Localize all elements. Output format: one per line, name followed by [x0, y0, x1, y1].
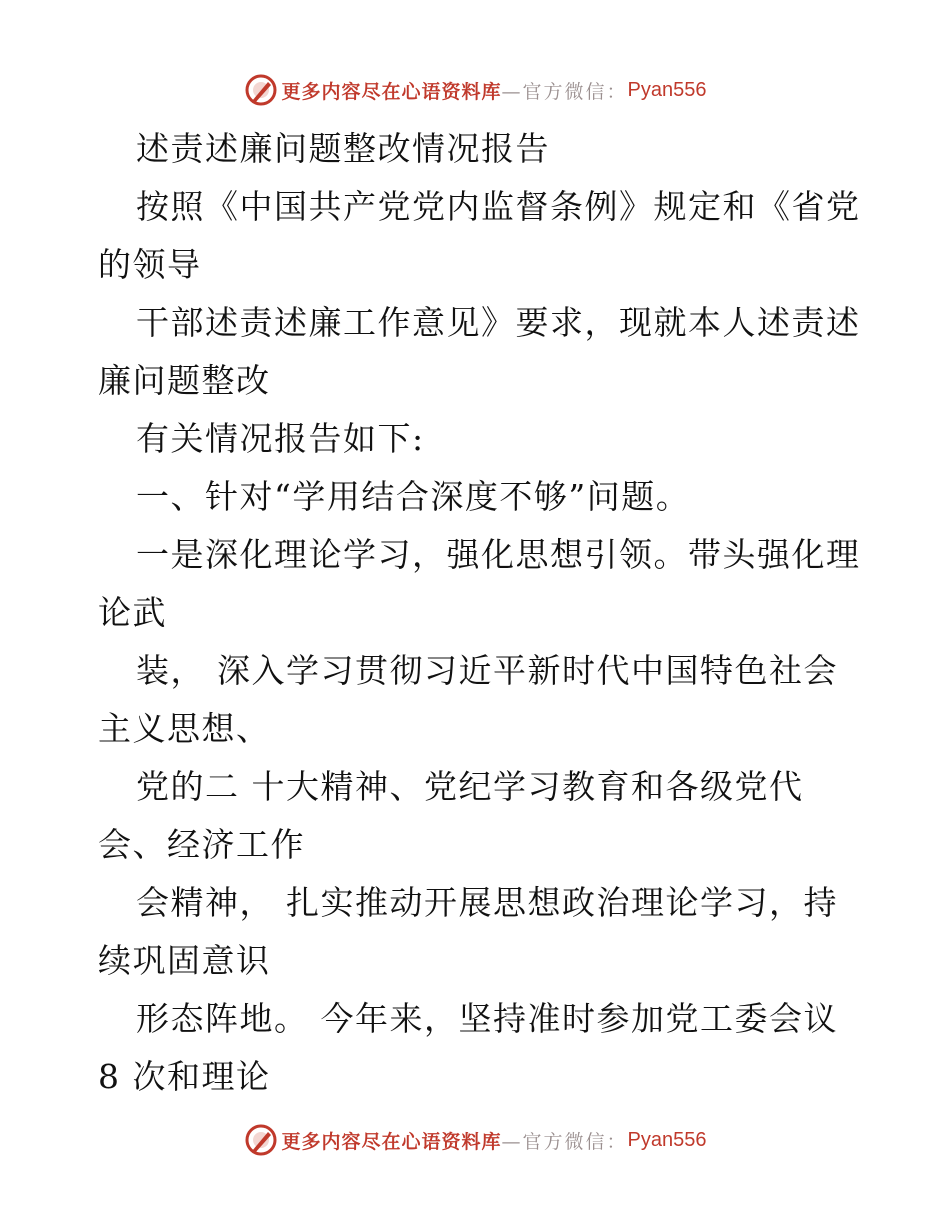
banner-site-text: 更多内容尽在心语资料库	[281, 1130, 502, 1153]
doc-line: 一是深化理论学习，强化思想引领。带头强化理	[136, 535, 861, 574]
header-watermark-banner	[0, 70, 950, 110]
pen-logo-icon	[244, 1123, 278, 1157]
doc-line: 廉问题整改	[98, 361, 271, 400]
banner-dash-text: —官方微信：	[501, 80, 628, 103]
document-body	[98, 120, 861, 1106]
doc-line: 的领导	[98, 245, 202, 284]
doc-line: 按照《中国共产党党内监督条例》规定和《省党	[136, 187, 861, 226]
doc-line: 续巩固意识	[98, 941, 271, 980]
footer-watermark-banner	[0, 1120, 950, 1160]
doc-line: 党的二 十大精神、党纪学习教育和各级党代	[136, 767, 804, 806]
doc-line: 形态阵地。 今年来，坚持准时参加党工委会议	[136, 999, 838, 1038]
doc-line: 会精神， 扎实推动开展思想政治理论学习，持	[136, 883, 838, 922]
doc-line: 有关情况报告如下:	[136, 419, 425, 458]
banner-wechat-id: Pyan556	[627, 1128, 707, 1151]
doc-line: 主义思想、	[98, 709, 271, 748]
banner-dash-text: —官方微信：	[501, 1130, 628, 1153]
doc-line: 干部述责述廉工作意见》要求，现就本人述责述	[136, 303, 861, 342]
banner-wechat-id: Pyan556	[627, 78, 707, 101]
doc-title: 述责述廉问题整改情况报告	[136, 129, 550, 168]
doc-line: 论武	[98, 593, 167, 632]
pen-logo-icon	[244, 73, 278, 107]
doc-section-heading: 一、针对“学用结合深度不够”问题。	[136, 477, 691, 516]
doc-line: 会、经济工作	[98, 825, 305, 864]
doc-line: 装， 深入学习贯彻习近平新时代中国特色社会	[136, 651, 838, 690]
banner-site-text: 更多内容尽在心语资料库	[281, 80, 502, 103]
doc-line: 8 次和理论	[98, 1057, 271, 1096]
